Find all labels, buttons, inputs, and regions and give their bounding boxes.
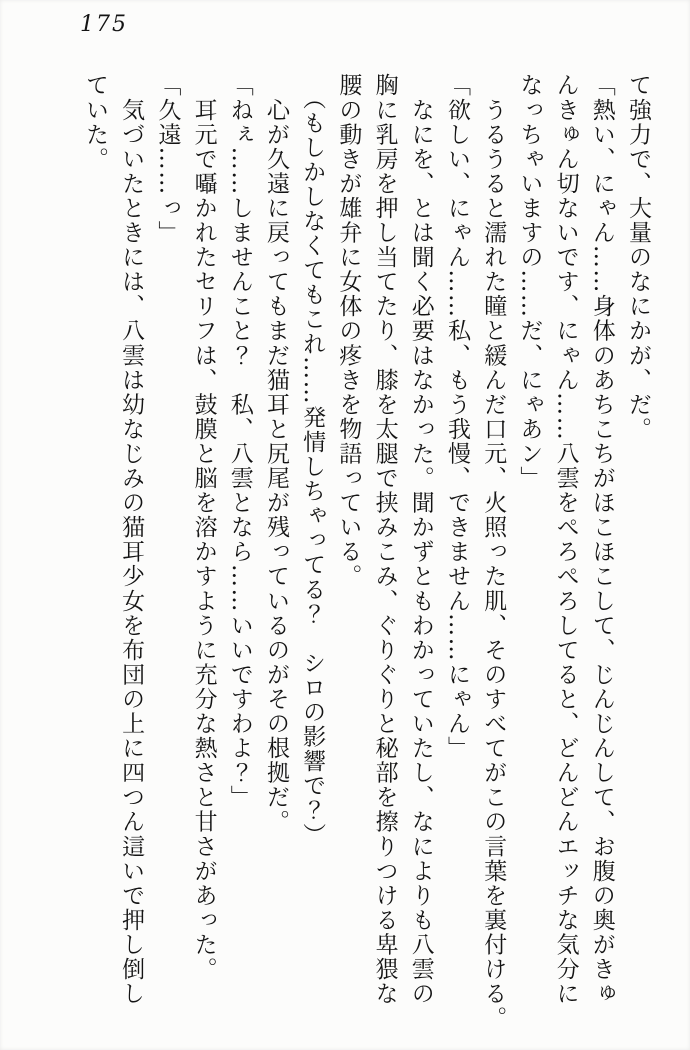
text-column-04: なっちゃいますの……だ、にゃあン」 [516,73,543,491]
text-column-15: 気づいたときには、八雲は幼なじみの猫耳少女を布団の上に四つん這いで押し倒し [118,73,145,1006]
text-column-02: 「熱い、にゃん……身体のあちこちがほこほこして、じんじんして、お腹の奥がきゅ [588,73,615,1006]
text-column-12: 「ねぇ……しませんこと？ 私、八雲となら……いいですわよ？」 [226,73,253,810]
text-column-11: 心が久遠に戻ってもまだ猫耳と尻尾が残っているのがその根拠だ。 [262,73,289,835]
text-column-14: 「久遠……っ」 [154,73,181,245]
page-number: 175 [80,12,128,37]
page-text [77,73,656,1041]
text-column-08: 胸に乳房を押し当てたり、膝を太腿で挟みこみ、ぐりぐりと秘部を擦りつける卑猥な [371,73,398,1006]
text-column-10: （もしかしなくてもこれ……発情しちゃってる？ シロの影響で？） [299,73,326,848]
text-column-09: 腰の動きが雄弁に女体の疼きを物語っている。 [335,73,362,589]
text-column-03: んきゅん切ないです、にゃん……八雲をぺろぺろしてると、どんどんエッチな気分に [552,73,579,1006]
text-column-01: て強力で、大量のなにかが、だ。 [625,73,651,442]
text-column-05: うるうると濡れた瞳と緩んだ口元、火照った肌、そのすべてがこの言葉を裏付ける。 [480,73,507,1031]
text-column-07: なにを、とは聞く必要はなかった。聞かずともわかっていたし、なによりも八雲の [407,73,434,1006]
text-column-16: ていた。 [81,73,108,172]
text-column-13: 耳元で囁かれたセリフは、鼓膜と脳を溶かすように充分な熱さと甘さがあった。 [190,73,217,982]
text-column-06: 「欲しい、にゃん……私、もう我慢、できません……にゃん」 [443,73,470,761]
